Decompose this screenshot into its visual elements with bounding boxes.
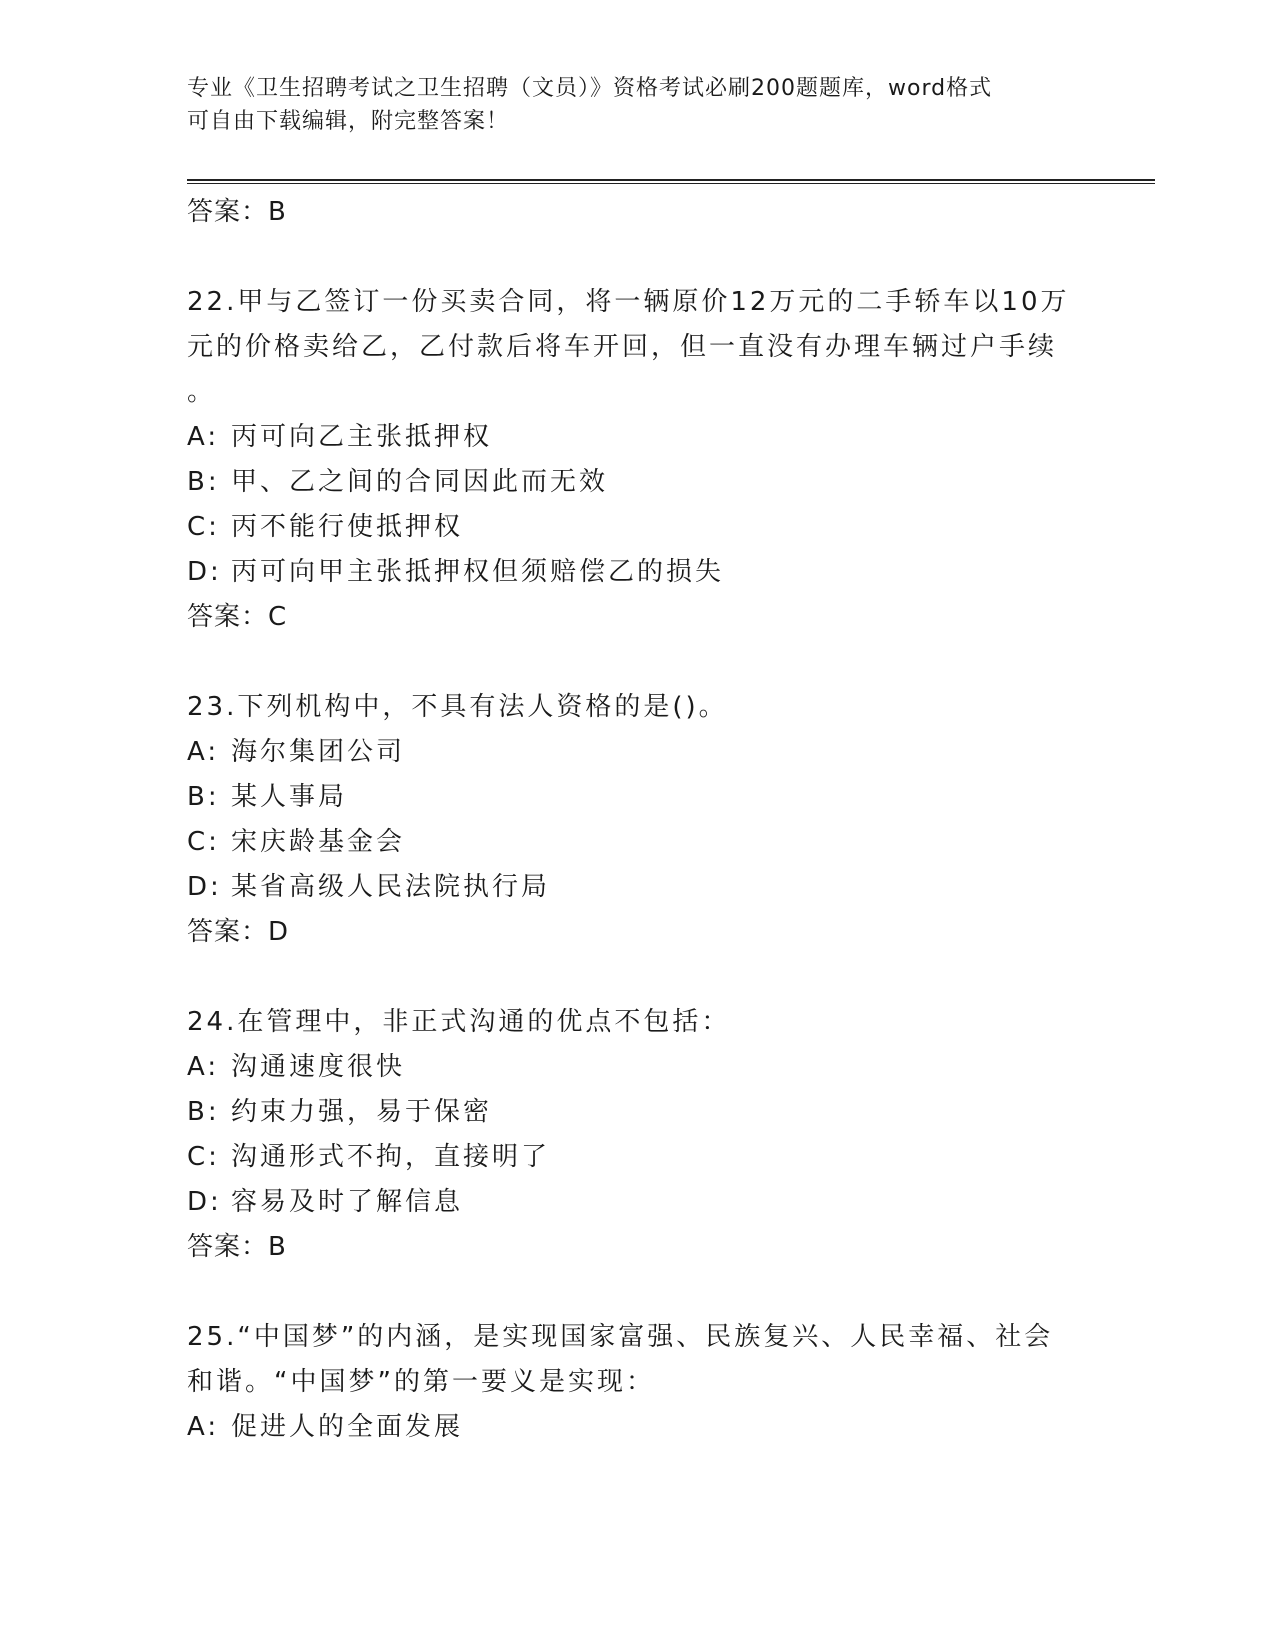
option-text: 宋庆龄基金会 (231, 827, 406, 857)
option-b (187, 460, 1087, 505)
option-d (187, 1180, 1087, 1225)
question-list (187, 190, 1087, 1450)
option-text: 某人事局 (231, 782, 348, 812)
answer-label: 答案： (187, 197, 269, 227)
question-text: 25.“中国梦”的内涵，是实现国家富强、民族复兴、人民幸福、社会 (187, 1322, 1054, 1352)
answer-line (187, 910, 1087, 954)
question-text: 。 (187, 377, 217, 407)
question-text: 22.甲与乙签订一份买卖合同，将一辆原价12万元的二手轿车以10万 (187, 287, 1070, 317)
answer-value: D (268, 917, 289, 947)
option-b (187, 775, 1087, 820)
question-text: 24.在管理中，非正式沟通的优点不包括： (187, 1007, 731, 1037)
question-text: 23.下列机构中，不具有法人资格的是()。 (187, 692, 728, 722)
option-letter: D: (187, 1187, 222, 1217)
option-letter: C: (187, 1142, 220, 1172)
option-text: 促进人的全面发展 (231, 1412, 464, 1442)
option-text: 容易及时了解信息 (231, 1187, 464, 1217)
option-letter: A: (187, 1412, 220, 1442)
question-text: 和谐。“中国梦”的第一要义是实现： (187, 1367, 655, 1397)
option-letter: B: (187, 467, 220, 497)
question-25 (187, 1315, 1087, 1450)
option-text: 丙可向甲主张抵押权但须赔偿乙的损失 (231, 557, 725, 587)
option-letter: D: (187, 872, 222, 902)
option-text: 某省高级人民法院执行局 (231, 872, 551, 902)
option-letter: A: (187, 737, 220, 767)
answer-line (187, 595, 1087, 639)
option-a (187, 1405, 1087, 1450)
option-text: 丙不能行使抵押权 (231, 512, 464, 542)
option-text: 沟通形式不拘，直接明了 (231, 1142, 551, 1172)
question-24 (187, 1000, 1087, 1269)
option-c (187, 820, 1087, 865)
answer-label: 答案： (187, 917, 269, 947)
option-letter: A: (187, 422, 220, 452)
option-text: 丙可向乙主张抵押权 (231, 422, 493, 452)
option-text: 约束力强，易于保密 (231, 1097, 493, 1127)
option-letter: A: (187, 1052, 220, 1082)
answer-line (187, 1225, 1087, 1269)
question-text: 元的价格卖给乙，乙付款后将车开回，但一直没有办理车辆过户手续 (187, 332, 1058, 362)
option-text: 沟通速度很快 (231, 1052, 406, 1082)
header-line-1: 专业《卫生招聘考试之卫生招聘（文员）》资格考试必刷200题题库，word格式 (187, 76, 993, 101)
option-letter: B: (187, 1097, 220, 1127)
answer-line (187, 190, 1087, 234)
answer-label: 答案： (187, 1232, 269, 1262)
option-letter: D: (187, 557, 222, 587)
option-d (187, 550, 1087, 595)
option-b (187, 1090, 1087, 1135)
option-text: 海尔集团公司 (231, 737, 406, 767)
header-line-2: 可自由下载编辑，附完整答案！ (187, 109, 510, 134)
option-c (187, 1135, 1087, 1180)
header-divider (187, 179, 1155, 184)
option-letter: B: (187, 782, 220, 812)
answer-label: 答案： (187, 602, 269, 632)
option-a (187, 1045, 1087, 1090)
option-a (187, 730, 1087, 775)
option-letter: C: (187, 827, 220, 857)
option-d (187, 865, 1087, 910)
option-c (187, 505, 1087, 550)
question-22 (187, 280, 1087, 639)
answer-value: B (268, 197, 286, 227)
answer-value: C (268, 602, 287, 632)
option-a (187, 415, 1087, 460)
page-header (187, 72, 1087, 138)
option-text: 甲、乙之间的合同因此而无效 (231, 467, 609, 497)
question-23 (187, 685, 1087, 954)
answer-value: B (268, 1232, 286, 1262)
option-letter: C: (187, 512, 220, 542)
